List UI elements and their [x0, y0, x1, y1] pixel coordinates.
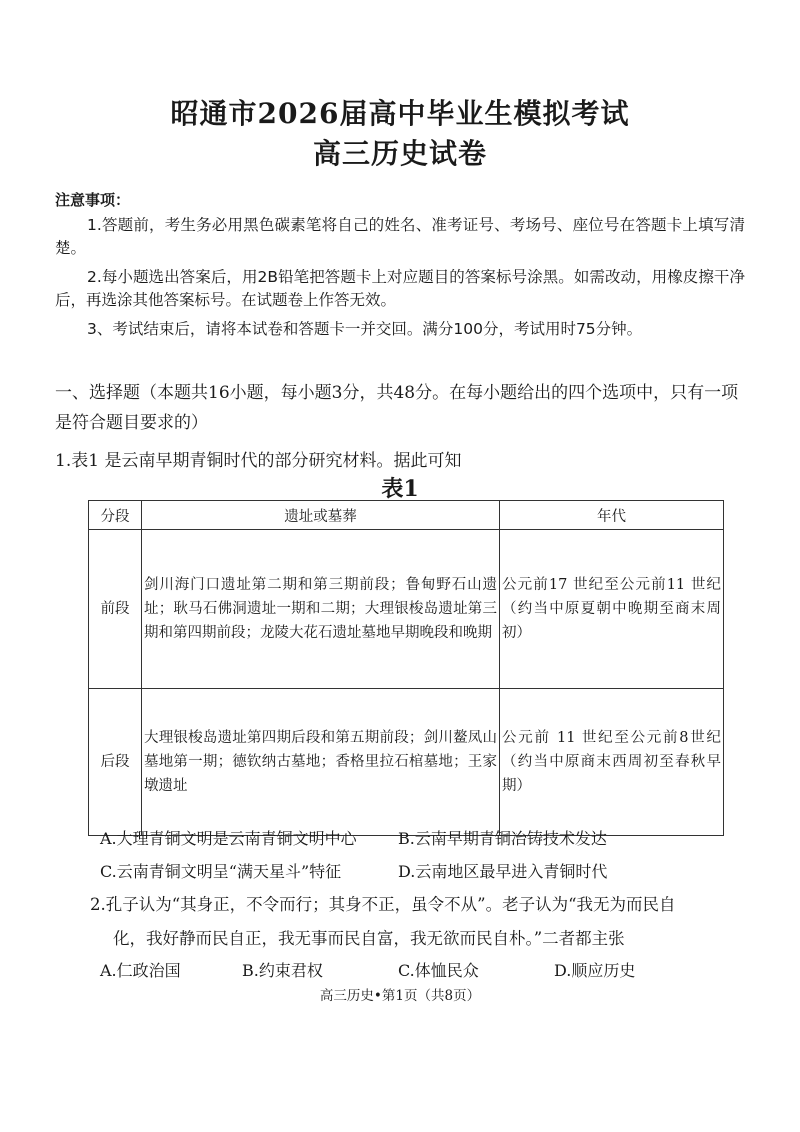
- table-header-row: [89, 501, 724, 530]
- q1-option-a: A.大理青铜文明是云南青铜文明中心: [100, 829, 357, 848]
- notes-list: [55, 214, 745, 347]
- note-item-1: 1.答题前，考生务必用黑色碳素笔将自己的姓名、准考证号、考场号、座位号在答题卡上填写清楚。: [55, 216, 745, 257]
- q2-option-c: C.体恤民众: [398, 961, 479, 980]
- q1-option-b: B.云南早期青铜冶铸技术发达: [398, 829, 607, 848]
- row-sites: 大理银梭岛遗址第四期后段和第五期前段；剑川鳌凤山墓地第一期；德钦纳古墓地；香格里拉石棺墓地；王家墩遗址: [142, 689, 500, 836]
- exam-subtitle: 高三历史试卷: [312, 137, 487, 170]
- header-segment: 分段: [89, 501, 142, 530]
- row-sites: 剑川海门口遗址第二期和第三期前段；鲁甸野石山遗址；耿马石佛洞遗址一期和二期；大理银梭岛遗址第三期和第四期前段；龙陵大花石遗址墓地早期晚段和晚期: [142, 530, 500, 689]
- q2-option-a: A.仁政治国: [100, 961, 181, 980]
- row-era: 公元前 11 世纪至公元前8世纪（约当中原商末西周初至春秋早期）: [500, 689, 724, 836]
- page-footer: 高三历史•第1页（共8页）: [319, 988, 481, 1004]
- q1-option-d: D.云南地区最早进入青铜时代: [398, 862, 608, 881]
- table-title: 表1: [381, 476, 419, 502]
- q2-option-d: D.顺应历史: [554, 961, 636, 980]
- row-segment: 前段: [89, 530, 142, 689]
- table-row: [89, 530, 724, 689]
- header-sites: 遗址或墓葬: [142, 501, 500, 530]
- header-era: 年代: [500, 501, 724, 530]
- note-item-3: 3、考试结束后，请将本试卷和答题卡一并交回。满分100分，考试用时75分钟。: [87, 320, 643, 338]
- q2-stem-line-2: 化，我好静而民自正，我无事而民自富，我无欲而民自朴。”二者都主张: [113, 929, 625, 948]
- row-era: 公元前17 世纪至公元前11 世纪（约当中原夏朝中晚期至商末周初）: [500, 530, 724, 689]
- q2-option-b: B.约束君权: [242, 961, 323, 980]
- table-row: [89, 689, 724, 836]
- section-heading: 一、选择题（本题共16小题，每小题3分，共48分。在每小题给出的四个选项中，只有一项是符合题目要求的）: [55, 383, 739, 433]
- research-table: [88, 500, 724, 836]
- row-segment: 后段: [89, 689, 142, 836]
- question-2-stem: [90, 888, 750, 956]
- q1-option-c: C.云南青铜文明呈“满天星斗”特征: [100, 862, 342, 881]
- notes-heading: 注意事项：: [55, 191, 131, 209]
- q2-stem-line-1: 2.孔子认为“其身正，不令而行；其身不正，虽令不从”。老子认为“我无为而民自: [90, 895, 676, 914]
- question-1-stem: 1.表1 是云南早期青铜时代的部分研究材料。据此可知: [55, 451, 462, 471]
- exam-title: 昭通市2026届高中毕业生模拟考试: [170, 97, 630, 130]
- note-item-2: 2.每小题选出答案后，用2B铅笔把答题卡上对应题目的答案标号涂黑。如需改动，用橡皮擦干净后，再选涂其他答案标号。在试题卷上作答无效。: [55, 268, 745, 309]
